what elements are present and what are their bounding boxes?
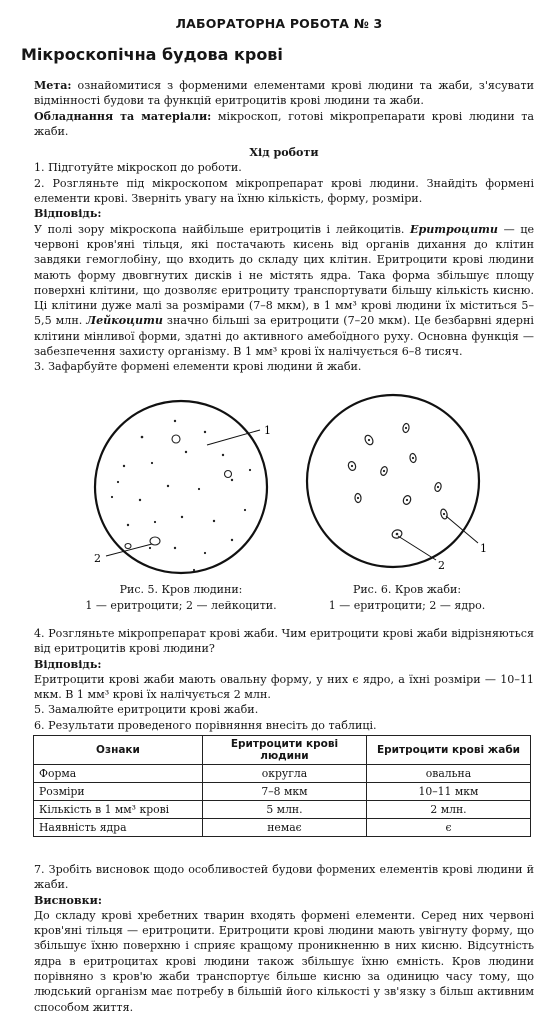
step-2: 2. Розгляньте під мікроскопом мікропрепарат крові людини. Знайдіть формені елементи крові. Зверніть увагу на їхню кількість, форму, розміри. [34,176,534,206]
step-4: 4. Розгляньте мікропрепарат крові жаби. Чим еритроцити крові жаби відрізняються від еритроцитів крові людини? [34,627,534,656]
table-row [34,765,531,783]
table-header: Ознаки [34,736,203,765]
step-6: 6. Результати проведеного порівняння внесіть до таблиці. [34,718,377,732]
table-cell: округла [202,765,366,783]
goal-text: ознайомитися з форменими елементами крові людини та жаби, з'ясувати відмінності будови та функцій еритроцитів крові людини та жаби. [34,79,534,108]
table-cell: 7–8 мкм [202,783,366,801]
table-row [34,819,531,837]
equipment-text: мікроскоп, готові мікропрепарати крові людини та жаби. [34,109,535,138]
step-1: 1. Підготуйте мікроскоп до роботи. [34,161,242,175]
frog-pointer-2 [398,536,436,560]
fig5-caption-line2: 1 — еритроцити; 2 — лейкоцити. [85,599,277,612]
answer-2-part-a: У полі зору мікроскопа найбільше еритроцитів і лейкоцитів. [34,222,405,236]
step-7: 7. Зробіть висновок щодо особливостей будови формених елементів крові людини й жаби. [34,863,534,892]
answer-2-part-b: — це червоні кров'яні тільця, які постачають кисень від органів дихання до клітин завдяки гемоглобіну, що входить до складу цих клітин. Еритроцити крові людини мають форму двовгнутих дисків і не містять ядра. Така форма збільшує площу поверхні клітини, що дозволяє еритроциту транспортувати більшу кількість кисню. Ці клітини дуже малі за розмірами (7–8 мкм), в 1 мм³ крові людини їх міститься 5–5,5 млн. [34,222,535,328]
step-7-block [34,862,534,1015]
answer-label-4: Відповідь: [34,657,102,671]
answer-4: Еритроцити крові жаби мають овальну форму, у них є ядро, а їхні розміри — 10–11 мкм. В 1 мм³ крові їх налічується 2 млн. [34,672,534,702]
frog-nuclei [351,427,445,535]
fig5-caption-line1: Рис. 5. Кров людини: [119,583,243,596]
conclusions-label: Висновки: [34,893,102,907]
table-row [34,801,531,819]
table-cell: 5 млн. [202,801,366,819]
table-cell: 10–11 мкм [366,783,530,801]
frog-label-2: 2 [438,559,445,572]
human-erythrocyte-dots [111,420,251,571]
table-cell: немає [202,819,366,837]
frog-pointer-1 [446,516,478,543]
frog-label-1: 1 [480,542,487,555]
table-cell: 2 млн. [366,801,530,819]
table-header: Еритроцити крові жаби [366,736,530,765]
section-title: Мікроскопічна будова крові [21,45,283,64]
table-cell: Розміри [34,783,203,801]
lab-title: ЛАБОРАТОРНА РОБОТА № 3 [175,16,383,31]
fig5-caption [62,582,300,614]
table-cell: Кількість в 1 мм³ крові [34,801,203,819]
table-cell: овальна [366,765,530,783]
steps-4-6 [34,626,534,733]
table-header: Еритроцити крові людини [202,736,366,765]
fig6-caption-line1: Рис. 6. Кров жаби: [352,583,462,596]
equipment-label: Обладнання та матеріали: [34,109,212,123]
fig6-caption [305,582,509,614]
step-5: 5. Замалюйте еритроцити крові жаби. [34,703,259,717]
human-label-1: 1 [264,424,271,437]
procedure-title: Хід роботи [249,146,319,160]
step-3: 3. Зафарбуйте формені елементи крові людини й жаби. [34,360,362,374]
term-erythrocytes: Еритроцити [409,222,498,236]
term-leukocytes: Лейкоцити [86,314,163,328]
answer-label-2: Відповідь: [34,207,102,221]
table-row [34,783,531,801]
table-cell: є [366,819,530,837]
table-cell: Наявність ядра [34,819,203,837]
answer-2-part-c: значно більші за еритроцити (7–20 мкм). Це безбарвні ядерні клітини мінливої форми, здатні до активного амебоїдного руху. Основна функція — забезпечення захисту організму. В 1 мм³ крові їх налічується 6–8 тисяч. [34,314,534,359]
human-blood-field [95,401,267,573]
conclusions-text: До складу крові хребетних тварин входять формені елементи. Серед них червоні кров'яні тільця — еритроцити. Еритроцити крові людини мають увігнуту форму, що збільшує їхню поверхню і сприяє кращому проникненню в них кисню. Відсутність ядра в еритроцитах крові людини також збільшує їхню ємність. Кров людини порівняно з кров'ю жаби транспортує більше кисню за одиницю часу тому, що людський організм має потребу в більшій його кількості у зв'язку з більш активним способом життя. [34,908,534,1014]
goal-label: Мета: [34,79,72,92]
frog-erythrocytes [347,423,448,539]
table-cell: Форма [34,765,203,783]
human-label-2: 2 [94,552,101,565]
table-header-row [34,736,531,765]
frog-blood-field [307,395,479,567]
human-leukocytes [125,435,232,549]
comparison-table [33,735,531,837]
fig6-caption-line2: 1 — еритроцити; 2 — ядро. [328,599,486,612]
